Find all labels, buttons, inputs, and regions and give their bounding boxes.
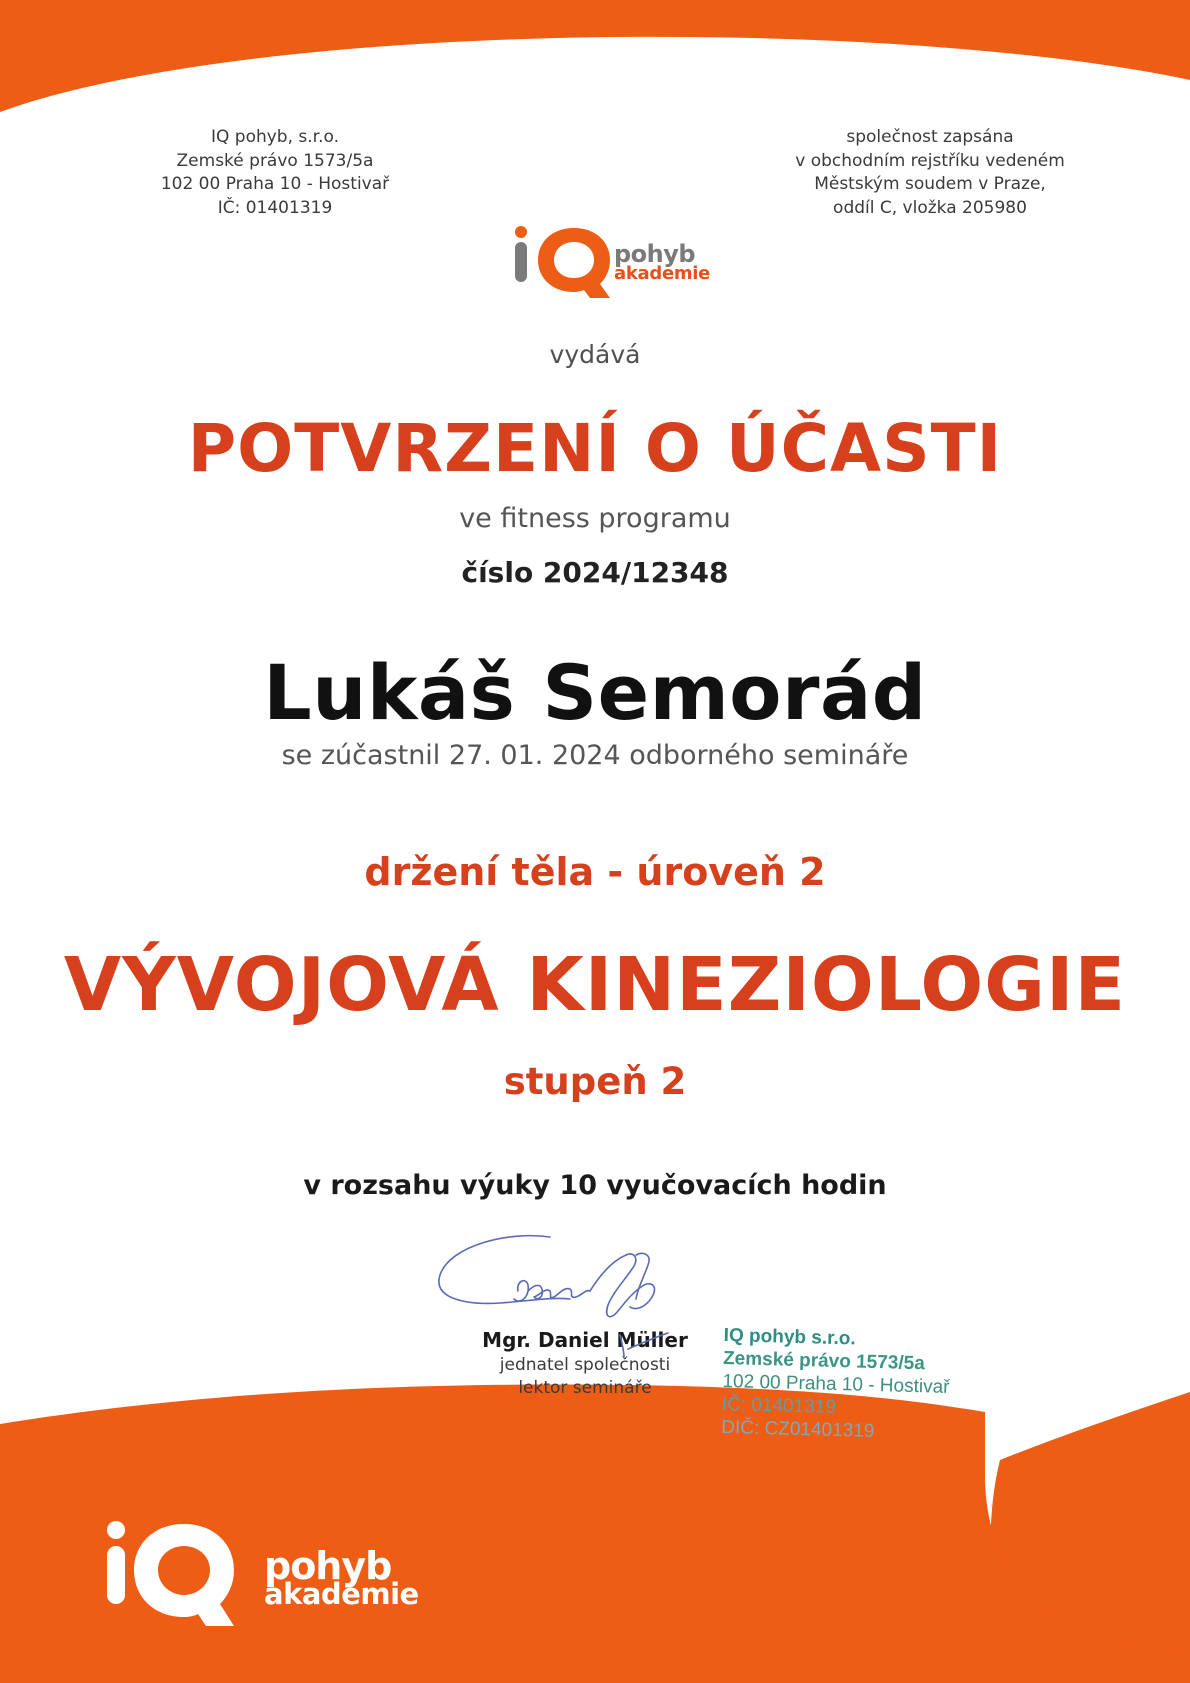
signer-role-1: jednatel společnosti	[499, 1355, 671, 1375]
registry-line-1: společnost zapsána	[846, 127, 1014, 147]
stamp-dic: DIČ: CZ01401319	[721, 1416, 875, 1442]
logo-line-pohyb-bottom: pohyb	[264, 1544, 392, 1588]
teaching-scope: v rozsahu výuky 10 vyučovacích hodin	[303, 1170, 887, 1201]
handwritten-signature	[430, 1225, 720, 1415]
company-stamp	[721, 1324, 951, 1445]
seminar-topic: držení těla - úroveň 2	[364, 850, 826, 894]
company-info-left	[135, 126, 415, 220]
company-name: IQ pohyb, s.r.o.	[210, 127, 340, 147]
participation-text: se zúčastnil 27. 01. 2024 odborného semináře	[281, 740, 909, 771]
certificate-subtitle: ve fitness programu	[459, 503, 731, 534]
iq-logo-mark	[510, 226, 618, 302]
issued-text: vydává	[549, 340, 641, 369]
stamp-ic: IČ: 01401319	[721, 1393, 837, 1418]
stamp-street: Zemské právo 1573/5a	[722, 1347, 926, 1375]
signer-role-2: lektor semináře	[518, 1378, 652, 1398]
iq-logo-mark-bottom	[100, 1520, 250, 1632]
recipient-name: Lukáš Semorád	[263, 648, 927, 737]
company-street: Zemské právo 1573/5a	[176, 150, 374, 171]
course-name: VÝVOJOVÁ KINEZIOLOGIE	[63, 942, 1127, 1028]
course-level: stupeň 2	[503, 1060, 687, 1103]
logo-wordmark-bottom	[264, 1544, 419, 1611]
certificate-number: číslo 2024/12348	[461, 556, 729, 589]
stamp-company-name: IQ pohyb s.r.o.	[723, 1324, 856, 1350]
logo-line-akademie: akademie	[614, 263, 711, 284]
registry-line-2: v obchodním rejstříku vedeném	[795, 150, 1065, 171]
logo-line-pohyb: pohyb	[614, 240, 696, 268]
logo-line-akademie-bottom: akademie	[264, 1577, 419, 1611]
logo-wordmark-top	[614, 240, 711, 284]
signer-name: Mgr. Daniel Müller	[482, 1328, 688, 1352]
company-info-right	[770, 126, 1090, 220]
registry-line-3: Městským soudem v Praze,	[814, 174, 1046, 194]
company-id: IČ: 01401319	[217, 197, 333, 218]
company-city: 102 00 Praha 10 - Hostivař	[160, 174, 390, 194]
stamp-city: 102 00 Praha 10 - Hostivař	[722, 1370, 950, 1398]
registry-line-4: oddíl C, vložka 205980	[833, 197, 1027, 218]
certificate-title: POTVRZENÍ O ÚČASTI	[187, 410, 1003, 487]
